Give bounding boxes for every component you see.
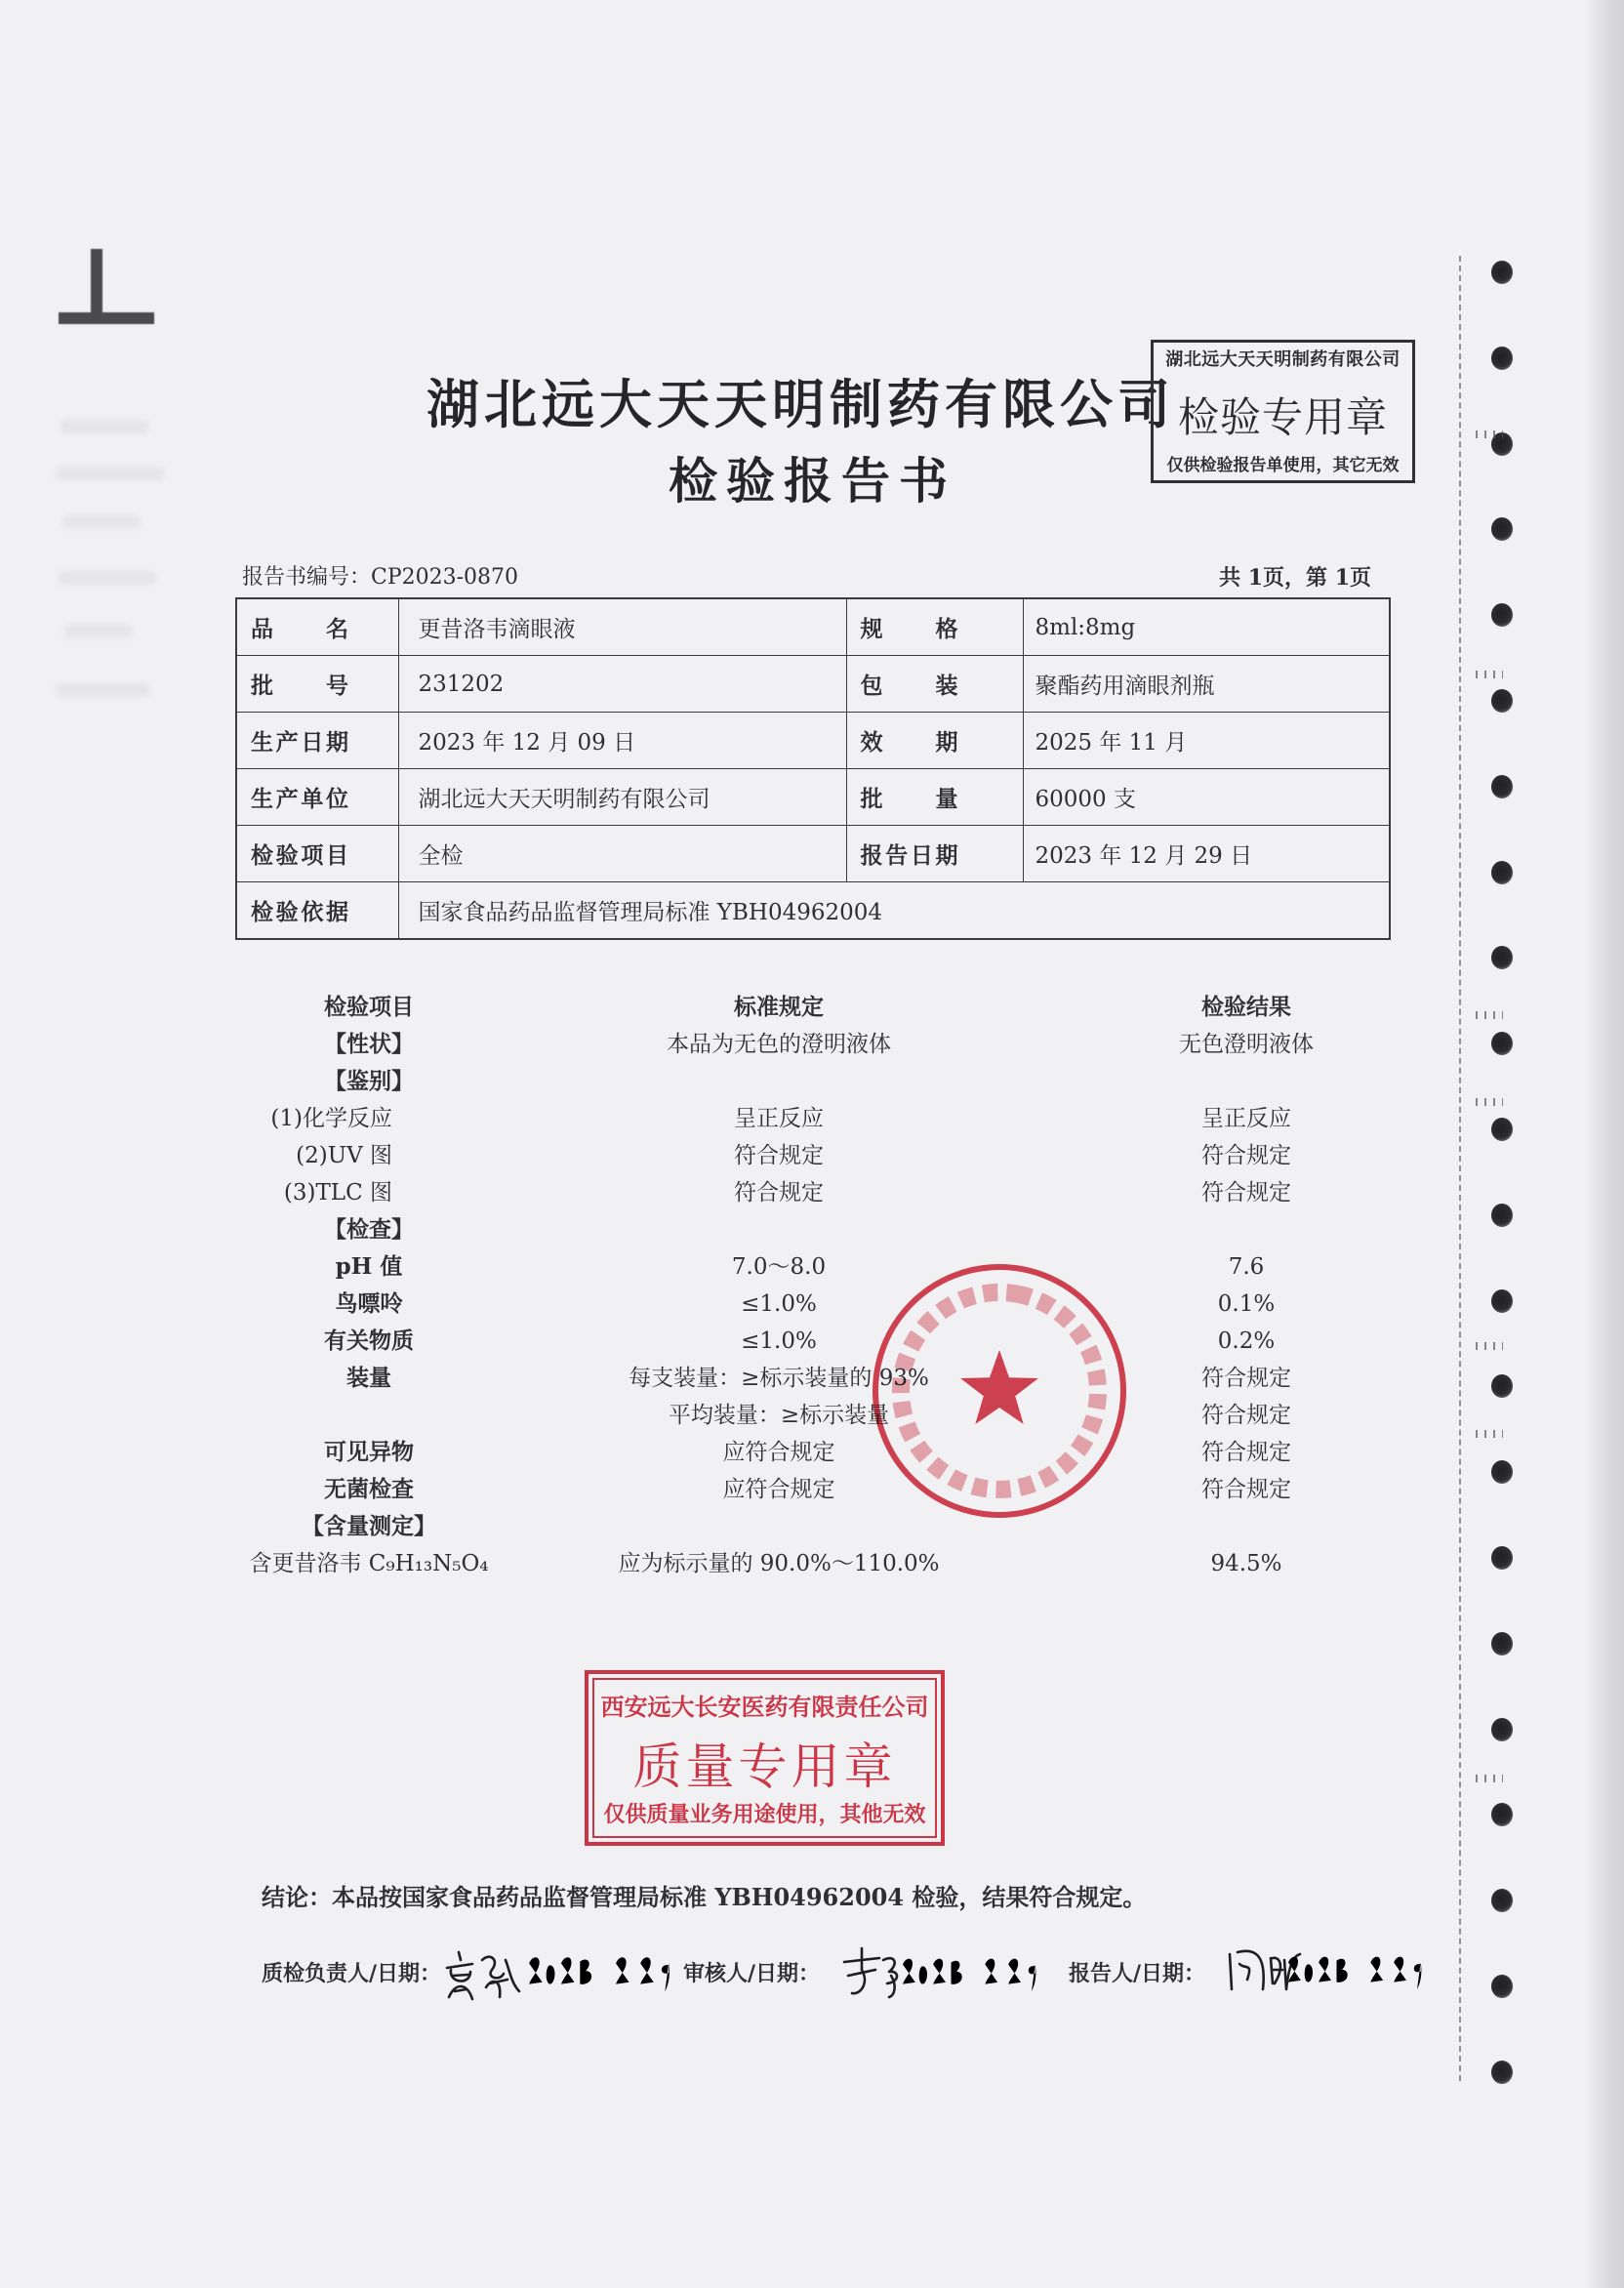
info-label-cell <box>236 826 398 882</box>
info-value: 国家食品药品监督管理局标准 YBH04962004 <box>418 900 883 925</box>
info-row <box>236 656 1390 713</box>
test-item: (1)化学反应 <box>270 1106 392 1131</box>
test-result: 符合规定 <box>1201 1180 1291 1205</box>
test-standard: 本品为无色的澄明液体 <box>667 1032 891 1057</box>
bleed-through-smudge <box>59 571 156 585</box>
reviewer-signature-label: 审核人/日期： <box>683 1961 821 1986</box>
test-result: 符合规定 <box>1201 1366 1291 1391</box>
red-round-seal <box>863 1254 1136 1528</box>
inspection-seal-company: 湖北远大天天明制药有限公司 <box>1165 349 1401 370</box>
info-value: 8ml:8mg <box>1035 614 1136 640</box>
results-row <box>0 1434 1624 1471</box>
info-value: 2023 年 12 月 09 日 <box>418 730 636 756</box>
perforation-hole <box>1491 946 1513 969</box>
test-item: 可见异物 <box>324 1439 414 1465</box>
inspection-seal-note: 仅供检验报告单使用，其它无效 <box>1166 456 1400 475</box>
corner-mark-stem <box>91 249 102 317</box>
results-row <box>0 1063 1624 1100</box>
info-value-cell <box>398 769 846 826</box>
company-title: 湖北远大天天明制药有限公司 <box>426 374 1175 435</box>
inspection-seal <box>1151 340 1415 483</box>
product-info-table <box>235 597 1391 940</box>
test-section: 【检查】 <box>324 1216 414 1243</box>
test-result: 符合规定 <box>1201 1403 1291 1428</box>
info-value: 聚酯药用滴眼剂瓶 <box>1035 674 1215 699</box>
test-result: 符合规定 <box>1201 1477 1291 1502</box>
bleed-through-smudge <box>62 515 141 529</box>
test-results <box>0 989 1624 1582</box>
perforation-hole <box>1491 1718 1513 1741</box>
info-row <box>236 598 1390 656</box>
perforation-hole <box>1491 775 1513 798</box>
corner-mark-base <box>59 312 154 324</box>
reviewer-handwritten-signature <box>840 1941 1046 2009</box>
quality-seal-company: 西安远大长安医药有限责任公司 <box>600 1694 929 1721</box>
info-value-cell <box>398 656 846 713</box>
quality-seal <box>585 1670 945 1846</box>
document-title: 检验报告书 <box>669 453 956 510</box>
test-standard: ≤1.0% <box>741 1291 817 1317</box>
qc-head-signature-label: 质检负责人/日期： <box>262 1961 442 1986</box>
info-label: 报告日期 <box>860 842 958 869</box>
info-value-cell <box>398 598 846 656</box>
info-label-cell <box>236 882 398 940</box>
test-standard: 7.0～8.0 <box>731 1254 827 1280</box>
results-row <box>0 1286 1624 1323</box>
test-section: 【鉴别】 <box>324 1068 414 1094</box>
test-item: pH 值 <box>335 1253 403 1280</box>
perforation-hole <box>1491 1889 1513 1912</box>
perforation-hole <box>1491 861 1513 884</box>
results-header-item: 检验项目 <box>324 994 414 1020</box>
info-row <box>236 826 1390 882</box>
info-value: 湖北远大天天明制药有限公司 <box>418 787 710 812</box>
test-result: 符合规定 <box>1201 1143 1291 1168</box>
test-result: 7.6 <box>1228 1254 1265 1280</box>
results-row <box>0 1026 1624 1063</box>
test-result: 符合规定 <box>1201 1440 1291 1465</box>
info-label-cell <box>236 656 398 713</box>
test-standard: 平均装量：≥标示装量 <box>668 1403 890 1428</box>
perforation-hole <box>1491 603 1513 627</box>
test-standard: 每支装量：≥标示装量的 93% <box>629 1366 929 1391</box>
perforation-hole <box>1491 689 1513 713</box>
info-label: 规 格 <box>860 616 958 642</box>
info-value-cell <box>1023 826 1390 882</box>
test-result: 呈正反应 <box>1201 1106 1291 1131</box>
page-info: 共 1页，第 1页 <box>1219 565 1371 591</box>
perforation-hole <box>1491 517 1513 541</box>
test-standard: 符合规定 <box>734 1180 824 1205</box>
results-row <box>0 1174 1624 1211</box>
feed-tick-marks <box>1476 1775 1503 1782</box>
info-value-cell <box>1023 656 1390 713</box>
reporter-signature-label: 报告人/日期： <box>1069 1961 1206 1986</box>
info-value: 2023 年 12 月 29 日 <box>1035 843 1253 869</box>
results-row <box>0 1248 1624 1286</box>
test-standard: 呈正反应 <box>734 1106 824 1131</box>
results-row <box>0 1323 1624 1360</box>
info-value: 全检 <box>418 843 464 869</box>
info-label: 品 名 <box>251 616 348 642</box>
perforation-hole <box>1491 261 1513 284</box>
test-item: (3)TLC 图 <box>283 1180 392 1205</box>
info-label-cell <box>846 826 1023 882</box>
info-label-cell <box>236 713 398 769</box>
info-label-cell <box>846 769 1023 826</box>
test-section: 【含量测定】 <box>302 1513 436 1539</box>
bleed-through-smudge <box>57 683 149 697</box>
test-standard: 应符合规定 <box>722 1440 835 1465</box>
info-label: 批 量 <box>860 786 958 812</box>
info-label-cell <box>846 713 1023 769</box>
info-value-cell <box>1023 713 1390 769</box>
feed-tick-marks <box>1476 430 1503 438</box>
info-label: 检验项目 <box>251 842 348 869</box>
info-label: 生产日期 <box>251 729 348 756</box>
results-row <box>0 1137 1624 1174</box>
results-row <box>0 1397 1624 1434</box>
info-label-cell <box>846 598 1023 656</box>
info-value-cell <box>398 882 1390 940</box>
results-header-result: 检验结果 <box>1201 994 1291 1020</box>
results-row <box>0 1508 1624 1545</box>
test-item <box>183 1397 554 1434</box>
seal-star-icon <box>960 1350 1038 1424</box>
info-row <box>236 769 1390 826</box>
perforation-hole <box>1491 1975 1513 1998</box>
info-label: 生产单位 <box>251 786 348 812</box>
info-label-cell <box>236 598 398 656</box>
results-row <box>0 1360 1624 1397</box>
info-value: 2025 年 11 月 <box>1035 730 1188 756</box>
results-header-standard: 标准规定 <box>734 994 824 1020</box>
info-label: 效 期 <box>860 729 958 756</box>
test-item: 【性状】 <box>324 1031 414 1057</box>
test-result: 无色澄明液体 <box>1179 1032 1314 1057</box>
results-row <box>0 1211 1624 1248</box>
bleed-through-smudge <box>61 420 148 433</box>
report-number: 报告书编号：CP2023-0870 <box>242 565 519 590</box>
perforation-hole <box>1491 432 1513 456</box>
info-value-cell <box>1023 598 1390 656</box>
info-label: 包 装 <box>860 673 958 699</box>
quality-seal-title: 质量专用章 <box>632 1738 897 1795</box>
conclusion: 结论：本品按国家食品药品监督管理局标准 YBH04962004 检验，结果符合规定。 <box>262 1883 1147 1911</box>
test-standard: 应为标示量的 90.0%～110.0% <box>618 1551 940 1576</box>
info-row <box>236 713 1390 769</box>
test-item: 无菌检查 <box>324 1476 414 1502</box>
test-standard: 符合规定 <box>734 1143 824 1168</box>
bleed-through-smudge <box>64 625 133 638</box>
results-row <box>0 1100 1624 1137</box>
test-result: 94.5% <box>1210 1551 1282 1576</box>
results-row <box>0 1545 1624 1582</box>
perforation-hole <box>1491 347 1513 370</box>
reporter-handwritten-signature <box>1224 1941 1433 2009</box>
info-label-cell <box>846 656 1023 713</box>
test-item: 鸟嘌呤 <box>335 1290 403 1317</box>
info-value: 231202 <box>418 671 505 697</box>
results-row <box>0 1471 1624 1508</box>
info-value: 60000 支 <box>1035 787 1136 812</box>
test-result: 0.1% <box>1217 1291 1276 1317</box>
info-label: 检验依据 <box>251 899 348 925</box>
info-row <box>236 882 1390 940</box>
info-value-cell <box>1023 769 1390 826</box>
test-standard: ≤1.0% <box>741 1328 817 1354</box>
info-label-cell <box>236 769 398 826</box>
results-header-row <box>0 989 1624 1026</box>
bleed-through-smudge <box>57 467 164 480</box>
perforation-hole <box>1491 2061 1513 2084</box>
test-item: 有关物质 <box>324 1328 414 1354</box>
perforation-line <box>1459 256 1461 2081</box>
info-value: 更昔洛韦滴眼液 <box>418 617 576 642</box>
info-value-cell <box>398 826 846 882</box>
inspection-seal-title: 检验专用章 <box>1177 393 1388 441</box>
perforation-hole <box>1491 1803 1513 1826</box>
perforation-hole <box>1491 1632 1513 1655</box>
test-standard: 应符合规定 <box>722 1477 835 1502</box>
info-label: 批 号 <box>251 673 348 699</box>
qc-head-handwritten-signature <box>441 1941 680 2009</box>
test-item: (2)UV 图 <box>296 1143 392 1168</box>
test-result: 0.2% <box>1217 1328 1276 1354</box>
test-item: 含更昔洛韦 C₉H₁₃N₅O₄ <box>249 1551 489 1576</box>
quality-seal-note: 仅供质量业务用途使用，其他无效 <box>603 1803 926 1827</box>
info-value-cell <box>398 713 846 769</box>
feed-tick-marks <box>1476 671 1503 678</box>
test-item: 装量 <box>346 1365 391 1391</box>
